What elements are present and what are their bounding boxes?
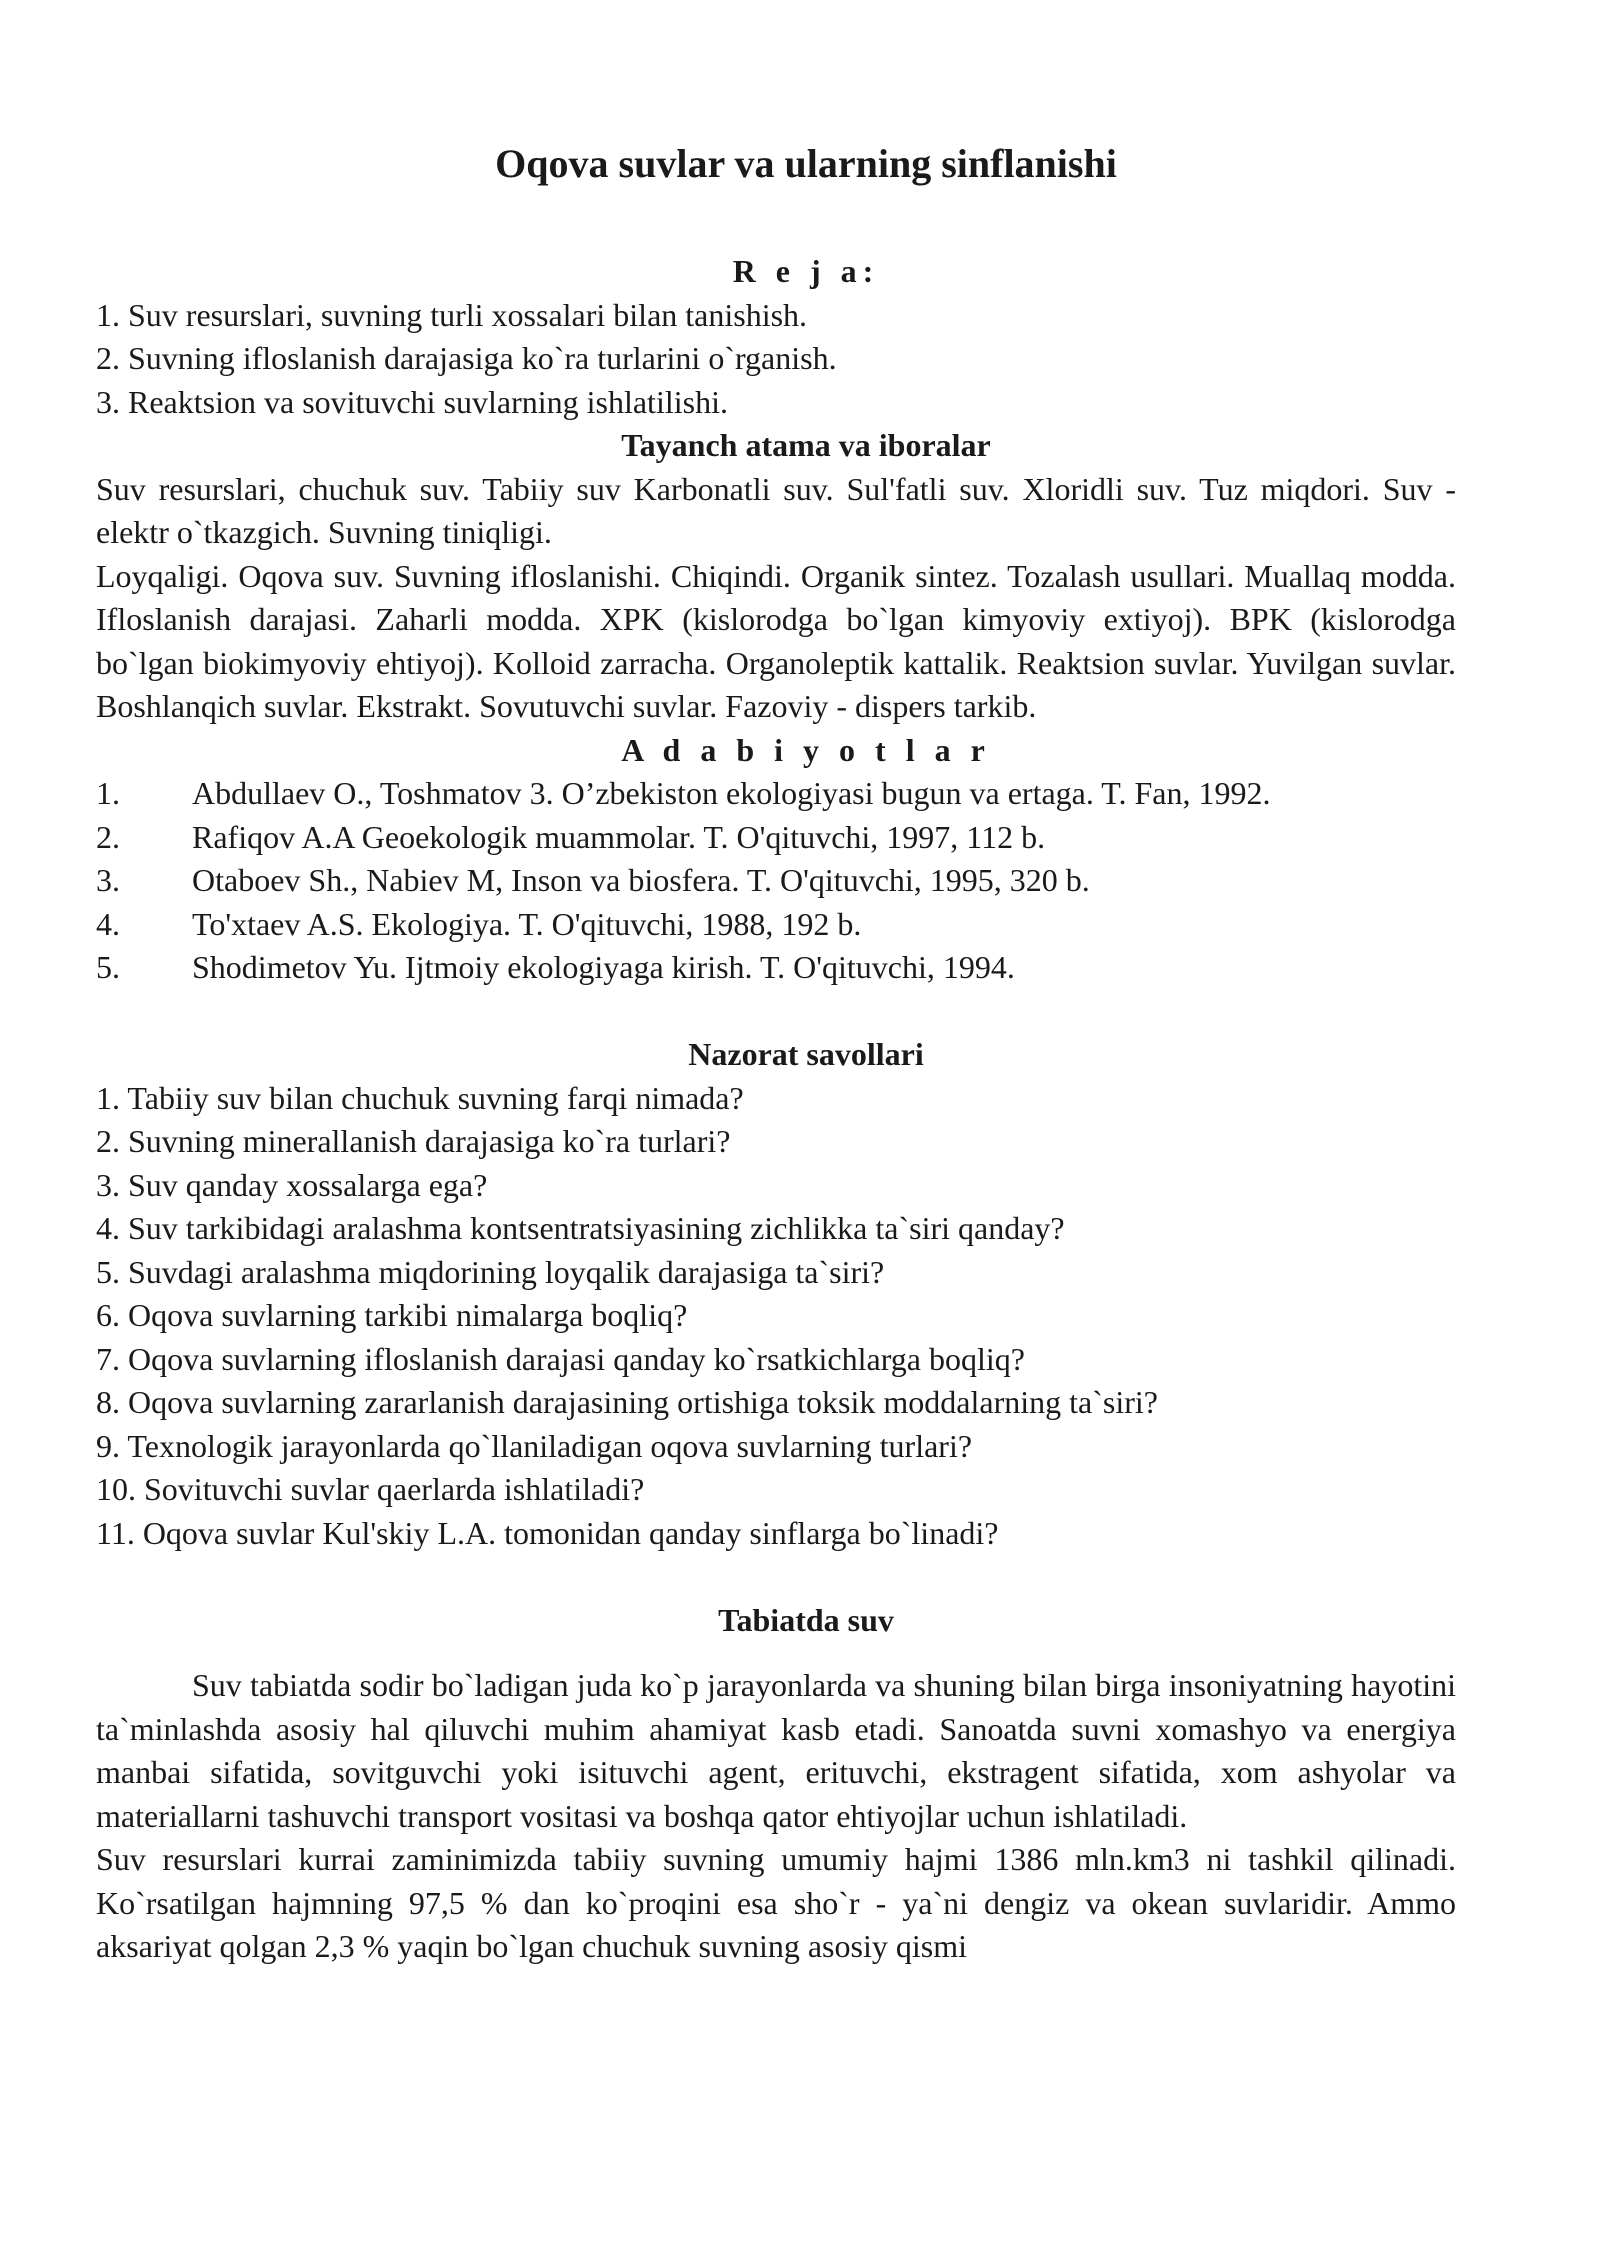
tayanch-paragraph-2: Loyqaligi. Oqova suv. Suvning ifloslanishi. Chiqindi. Organik sintez. Tozalash usullari. Muallaq modda. Ifloslanish darajasi. Zaharli modda. XPK (kislorodga bo`lgan kimyoviy extiyoj). BPK (kislorodga bo`lgan biokimyoviy ehtiyoj). Kolloid zarracha. Organoleptik kattalik. Reaktsion suvlar. Yuvilgan suvlar. Boshlanqich suvlar. Ekstrakt. Sovutuvchi suvlar. Fazoviy - dispers tarkib. — [96, 557, 1456, 724]
reference-item-5 — [96, 946, 1456, 990]
reja-item-3: 3. Reaktsion va sovituvchi suvlarning ishlatilishi. — [96, 383, 728, 420]
question-11: 11. Oqova suvlar Kul'skiy L.A. tomonidan qanday sinflarga bo`linadi? — [96, 1514, 999, 1551]
reference-item-3 — [96, 859, 1456, 903]
question-4: 4. Suv tarkibidagi aralashma kontsentratsiyasining zichlikka ta`siri qanday? — [96, 1210, 1065, 1246]
reference-text: Otaboev Sh., Nabiev M, Inson va biosfera. T. O'qituvchi, 1995, 320 b. — [192, 862, 1090, 898]
reference-number: 2. — [96, 818, 120, 855]
tabiatda-paragraph-1: Suv tabiatda sodir bo`ladigan juda ko`p jarayonlarda va shuning bilan birga insoniyatning hayotini ta`minlashda asosiy hal qiluvchi muhim ahamiyat kasb etadi. Sanoatda suvni xomashyo va energiya manbai sifatida, sovitguvchi yoki isituvchi agent, erituvchi, ekstragent sifatida, xom ashyolar va materiallarni tashuvchi transport vositasi va boshqa qator ehtiyojlar uchun ishlatiladi. — [96, 1667, 1456, 1834]
spacer — [96, 990, 1456, 1034]
question-3: 3. Suv qanday xossalarga ega? — [96, 1166, 488, 1203]
question-2: 2. Suvning minerallanish darajasiga ko`ra turlari? — [96, 1123, 731, 1159]
tayanch-heading: Tayanch atama va iboralar — [621, 427, 991, 463]
reference-number: 5. — [96, 949, 120, 985]
reference-text: Rafiqov A.A Geoekologik muammolar. T. O'qituvchi, 1997, 112 b. — [192, 818, 1046, 855]
document-page — [96, 140, 1456, 1969]
question-5: 5. Suvdagi aralashma miqdorining loyqalik darajasiga ta`siri? — [96, 1253, 885, 1290]
reference-text: To'xtaev A.S. Ekologiya. T. O'qituvchi, 1988, 192 b. — [192, 905, 862, 942]
reja-item-2: 2. Suvning ifloslanish darajasiga ko`ra turlarini o`rganish. — [96, 340, 837, 376]
tayanch-paragraph-1: Suv resurslari, chuchuk suv. Tabiiy suv Karbonatli suv. Sul'fatli suv. Xloridli suv. Tuz miqdori. Suv - elektr o`tkazgich. Suvning tiniqligi. — [96, 470, 1456, 550]
question-6: 6. Oqova suvlarning tarkibi nimalarga boqliq? — [96, 1297, 688, 1333]
reference-text: Shodimetov Yu. Ijtmoiy ekologiyaga kirish. T. O'qituvchi, 1994. — [192, 949, 1015, 985]
question-9: 9. Texnologik jarayonlarda qo`llaniladigan oqova suvlarning turlari? — [96, 1427, 973, 1464]
reja-heading: R e j a: — [732, 253, 880, 289]
nazorat-heading: Nazorat savollari — [688, 1036, 924, 1072]
reference-number: 1. — [96, 775, 120, 811]
reference-number: 4. — [96, 905, 120, 942]
question-7: 7. Oqova suvlarning ifloslanish darajasi qanday ko`rsatkichlarga boqliq? — [96, 1340, 1025, 1377]
document-title: Oqova suvlar va ularning sinflanishi — [495, 141, 1117, 186]
spacer — [96, 1555, 1456, 1599]
question-8: 8. Oqova suvlarning zararlanish darajasining ortishiga toksik moddalarning ta`siri? — [96, 1384, 1158, 1420]
tabiatda-paragraph-2: Suv resurslari kurrai zaminimizda tabiiy suvning umumiy hajmi 1386 mln.km3 ni tashkil qilinadi. Ko`rsatilgan hajmning 97,5 % dan ko`proqini esa sho`r - ya`ni dengiz va okean suvlaridir. Ammo aksariyat qolgan 2,3 % yaqin bo`lgan chuchuk suvning asosiy qismi — [96, 1841, 1456, 1964]
reference-item-2 — [96, 816, 1456, 860]
tabiatda-heading: Tabiatda suv — [718, 1601, 894, 1638]
question-1: 1. Tabiiy suv bilan chuchuk suvning farqi nimada? — [96, 1079, 744, 1116]
question-10: 10. Sovituvchi suvlar qaerlarda ishlatiladi? — [96, 1471, 645, 1507]
reference-text: Abdullaev O., Toshmatov 3. O’zbekiston ekologiyasi bugun va ertaga. T. Fan, 1992. — [192, 775, 1271, 811]
reja-item-1: 1. Suv resurslari, suvning turli xossalari bilan tanishish. — [96, 296, 808, 333]
spacer — [96, 1642, 1456, 1664]
reference-number: 3. — [96, 862, 120, 898]
adabiyotlar-heading: A d a b i y o t l a r — [621, 731, 991, 768]
reference-item-1 — [96, 772, 1456, 816]
reference-item-4 — [96, 903, 1456, 947]
